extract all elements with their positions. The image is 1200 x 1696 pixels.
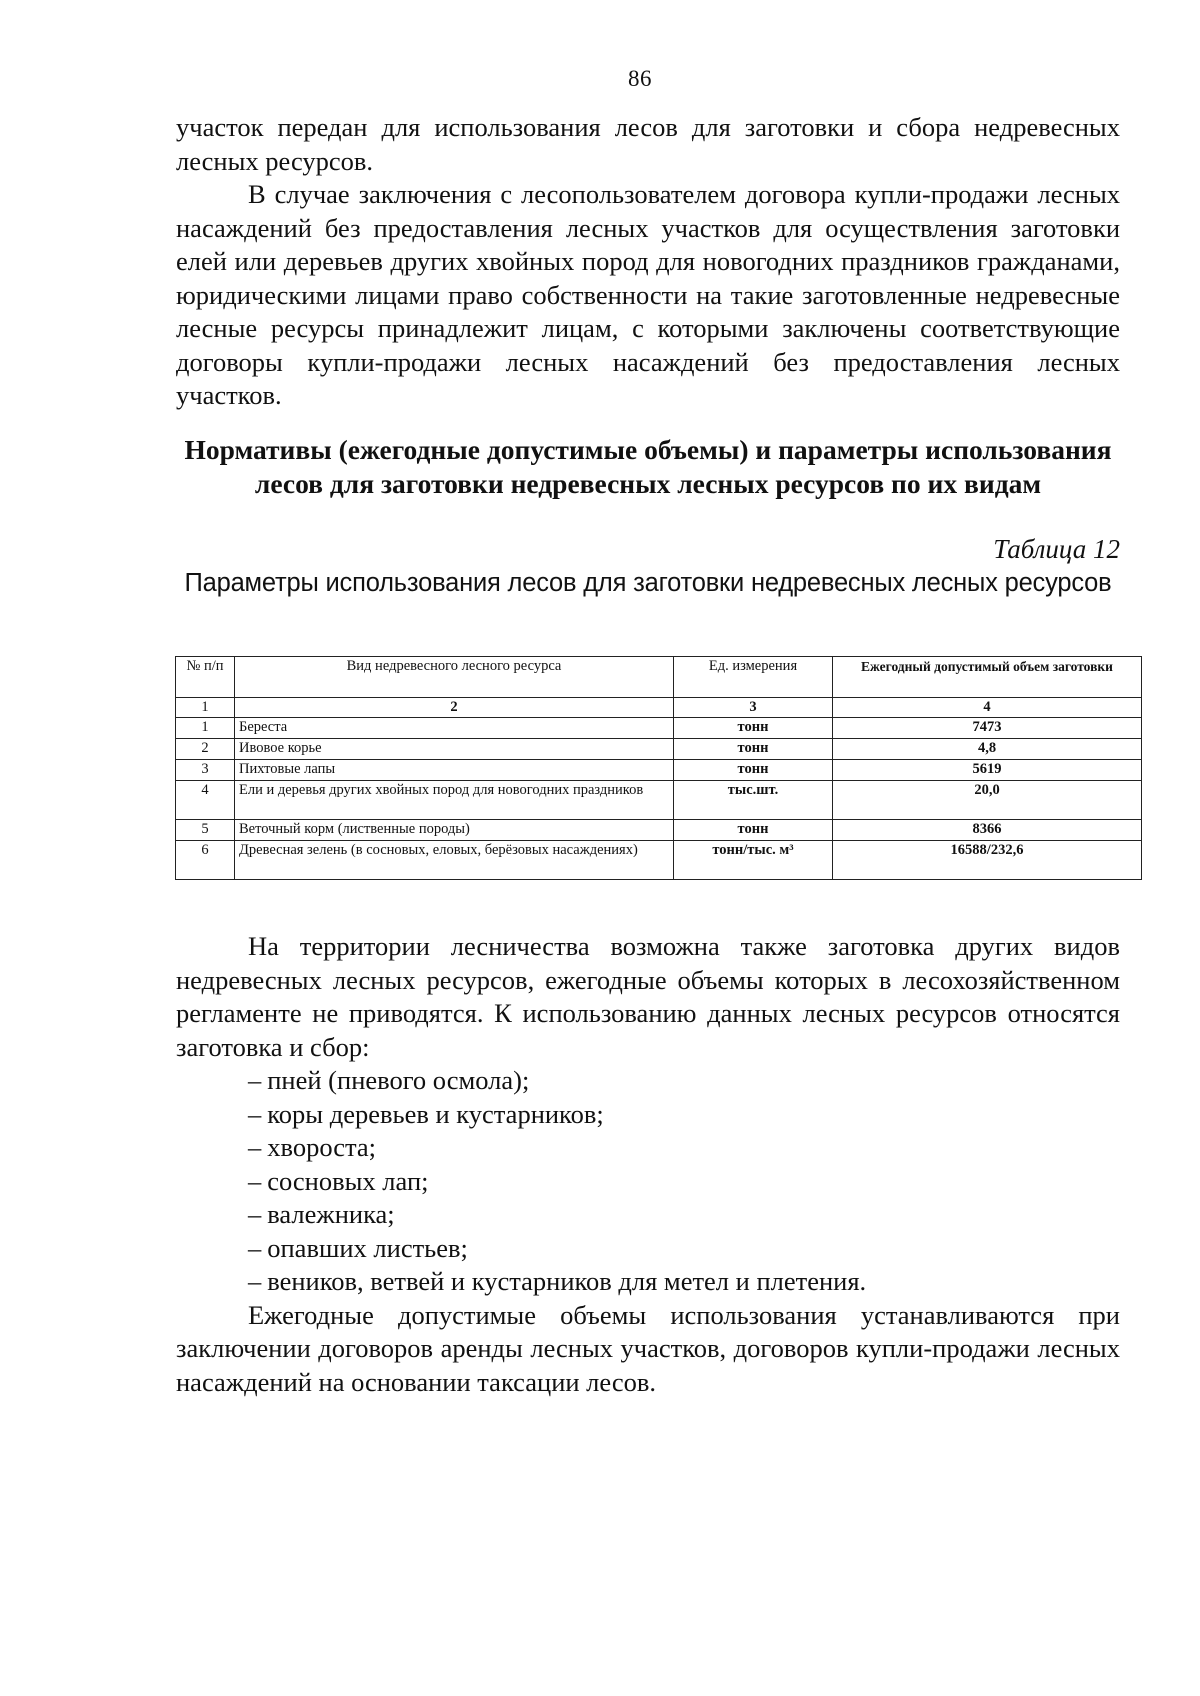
row-num: 4 [176, 781, 235, 820]
table-header-row [176, 657, 1142, 698]
list-dash: – [248, 1132, 262, 1162]
row-num: 2 [176, 739, 235, 760]
column-number: 2 [235, 698, 674, 718]
table-column-numbers-row [176, 698, 1142, 718]
section-heading: Нормативы (ежегодные допустимые объемы) и параметры использования лесов для заготовки недревесных лесных ресурсов по их видам [184, 434, 1112, 499]
header-volume: Ежегодный допустимый объем заготовки [833, 657, 1142, 698]
list-item [248, 1265, 1120, 1299]
resources-table [175, 656, 1142, 880]
row-num: 3 [176, 760, 235, 781]
row-volume: 7473 [833, 718, 1142, 739]
row-resource: Береста [235, 718, 674, 739]
row-volume: 16588/232,6 [833, 841, 1142, 880]
header-unit: Ед. измерения [674, 657, 833, 698]
row-resource: Ивовое корье [235, 739, 674, 760]
list-dash: – [248, 1165, 262, 1196]
list-item [248, 1064, 1120, 1098]
list-item-text: хвороста; [267, 1132, 377, 1162]
table-row [176, 739, 1142, 760]
row-volume: 8366 [833, 820, 1142, 841]
row-resource: Ели и деревья других хвойных пород для новогодних праздников [235, 781, 674, 820]
column-number: 3 [674, 698, 833, 718]
list-item-text: опавших листьев; [267, 1232, 468, 1263]
list-dash: – [248, 1232, 262, 1263]
table-label: Таблица 12 [993, 534, 1120, 564]
list-item-text: веников, ветвей и кустарников для метел и плетения. [267, 1266, 867, 1296]
row-unit: тонн/тыс. м³ [674, 841, 833, 880]
list-item [248, 1098, 1120, 1132]
row-unit: тонн [674, 760, 833, 781]
intro-continuation: участок передан для использования лесов для заготовки и сбора недревесных лесных ресурсов. [176, 112, 1120, 176]
row-num: 5 [176, 820, 235, 841]
table-row [176, 841, 1142, 880]
table-row [176, 718, 1142, 739]
table-row [176, 760, 1142, 781]
row-num: 6 [176, 841, 235, 880]
row-num: 1 [176, 718, 235, 739]
list-item [248, 1198, 1120, 1232]
row-volume: 20,0 [833, 781, 1142, 820]
row-volume: 4,8 [833, 739, 1142, 760]
table-row [176, 820, 1142, 841]
resource-list [176, 1064, 1120, 1299]
row-resource: Веточный корм (лиственные породы) [235, 820, 674, 841]
row-unit: тыс.шт. [674, 781, 833, 820]
list-item [248, 1131, 1120, 1165]
list-dash: – [248, 1065, 262, 1095]
list-dash: – [248, 1266, 262, 1296]
row-unit: тонн [674, 739, 833, 760]
table-caption: Параметры использования лесов для заготовки недревесных лесных ресурсов [184, 569, 1112, 597]
list-item-text: пней (пневого осмола); [267, 1065, 530, 1095]
list-dash: – [248, 1199, 262, 1229]
body-paragraph: На территории лесничества возможна также заготовка других видов недревесных лесных ресурсов, ежегодные объемы которых в лесохозяйственном регламенте не приводятся. К использованию данных лесных ресурсов относятся заготовка и сбор: [176, 931, 1120, 1062]
row-resource: Древесная зелень (в сосновых, еловых, берёзовых насаждениях) [235, 841, 674, 880]
body-text [176, 930, 1120, 1399]
list-item [248, 1232, 1120, 1266]
column-number: 4 [833, 698, 1142, 718]
page-number: 86 [628, 66, 652, 91]
row-unit: тонн [674, 718, 833, 739]
header-num: № п/п [176, 657, 235, 698]
column-number: 1 [176, 698, 235, 718]
intro-text [176, 111, 1120, 413]
list-item-text: сосновых лап; [267, 1165, 429, 1196]
table-row [176, 781, 1142, 820]
list-dash: – [248, 1098, 262, 1129]
list-item [248, 1165, 1120, 1199]
header-resource: Вид недревесного лесного ресурса [235, 657, 674, 698]
list-item-text: валежника; [267, 1199, 395, 1229]
row-resource: Пихтовые лапы [235, 760, 674, 781]
list-item-text: коры деревьев и кустарников; [267, 1098, 604, 1129]
row-volume: 5619 [833, 760, 1142, 781]
intro-paragraph: В случае заключения с лесопользователем договора купли-продажи лесных насаждений без предоставления лесных участков для осуществления заготовки елей или деревьев других хвойных пород для новогодних праздников гражданами, юридическими лицами право собственности на такие заготовленные недревесные лесные ресурсы принадлежит лицам, с которыми заключены соответствующие договоры купли-продажи лесных насаждений без предоставления лесных участков. [176, 179, 1120, 410]
row-unit: тонн [674, 820, 833, 841]
closing-paragraph: Ежегодные допустимые объемы использования устанавливаются при заключении договоров аренды лесных участков, договоров купли-продажи лесных насаждений на основании таксации лесов. [176, 1299, 1120, 1397]
